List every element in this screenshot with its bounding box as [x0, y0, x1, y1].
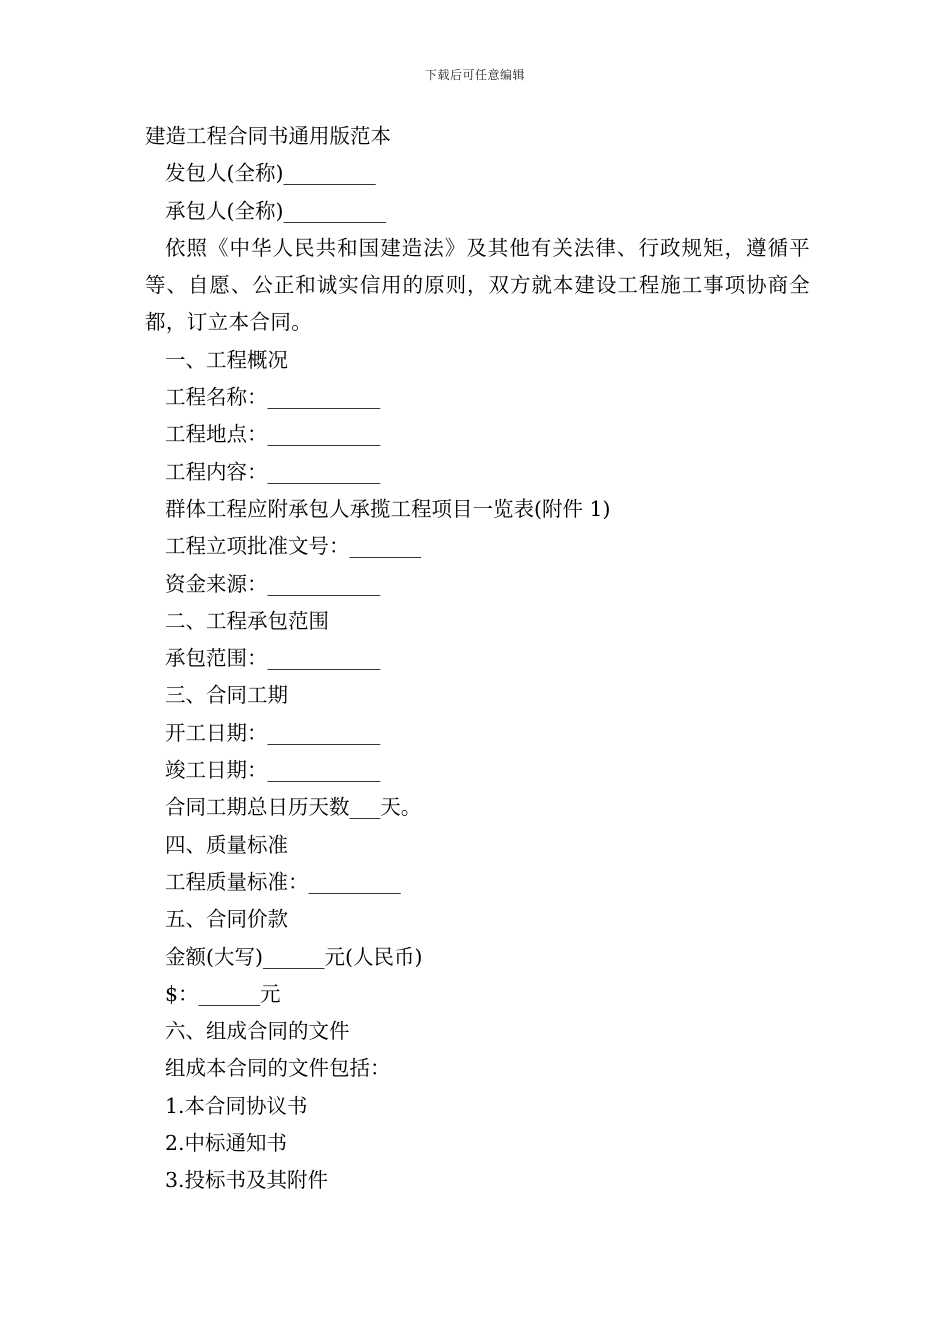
text-line: 群体工程应附承包人承揽工程项目一览表(附件 1)	[165, 496, 611, 521]
field-line: 工程名称：___________	[165, 385, 381, 410]
section-heading: 四、质量标准	[165, 832, 288, 857]
document-body	[145, 118, 810, 1200]
text-line: 组成本合同的文件包括：	[165, 1056, 391, 1081]
field-line: 金额(大写)______元(人民币)	[165, 944, 423, 969]
intro-paragraph: 依照《中华人民共和国建造法》及其他有关法律、行政规矩，遵循平等、自愿、公正和诚实信用的原则，双方就本建设工程施工事项协商全都，订立本合同。	[145, 235, 810, 335]
field-line: 资金来源：___________	[165, 571, 381, 596]
field-line: 开工日期：___________	[165, 720, 381, 745]
contractor-line: 承包人(全称)__________	[165, 198, 386, 223]
section-heading: 一、工程概况	[165, 347, 288, 372]
page-header: 下载后可任意编辑	[424, 68, 525, 82]
field-line: 工程地点：___________	[165, 422, 381, 447]
list-item: 3.投标书及其附件	[165, 1168, 329, 1193]
section-heading: 三、合同工期	[165, 683, 288, 708]
list-item: 1.本合同协议书	[165, 1093, 308, 1118]
section-heading: 五、合同价款	[165, 907, 288, 932]
field-line: 承包范围：___________	[165, 646, 381, 671]
list-item: 2.中标通知书	[165, 1131, 288, 1156]
field-line: 工程立项批准文号：_______	[165, 534, 422, 559]
field-line: 工程质量标准：_________	[165, 869, 401, 894]
document-title: 建造工程合同书通用版范本	[145, 124, 391, 148]
field-line: 工程内容：___________	[165, 459, 381, 484]
section-heading: 六、组成合同的文件	[165, 1019, 350, 1044]
text-line: 合同工期总日历天数___天。	[165, 795, 422, 820]
employer-line: 发包人(全称)_________	[165, 161, 376, 186]
section-heading: 二、工程承包范围	[165, 608, 329, 633]
field-line: 竣工日期：___________	[165, 758, 381, 783]
field-line: $：______元	[165, 981, 281, 1006]
